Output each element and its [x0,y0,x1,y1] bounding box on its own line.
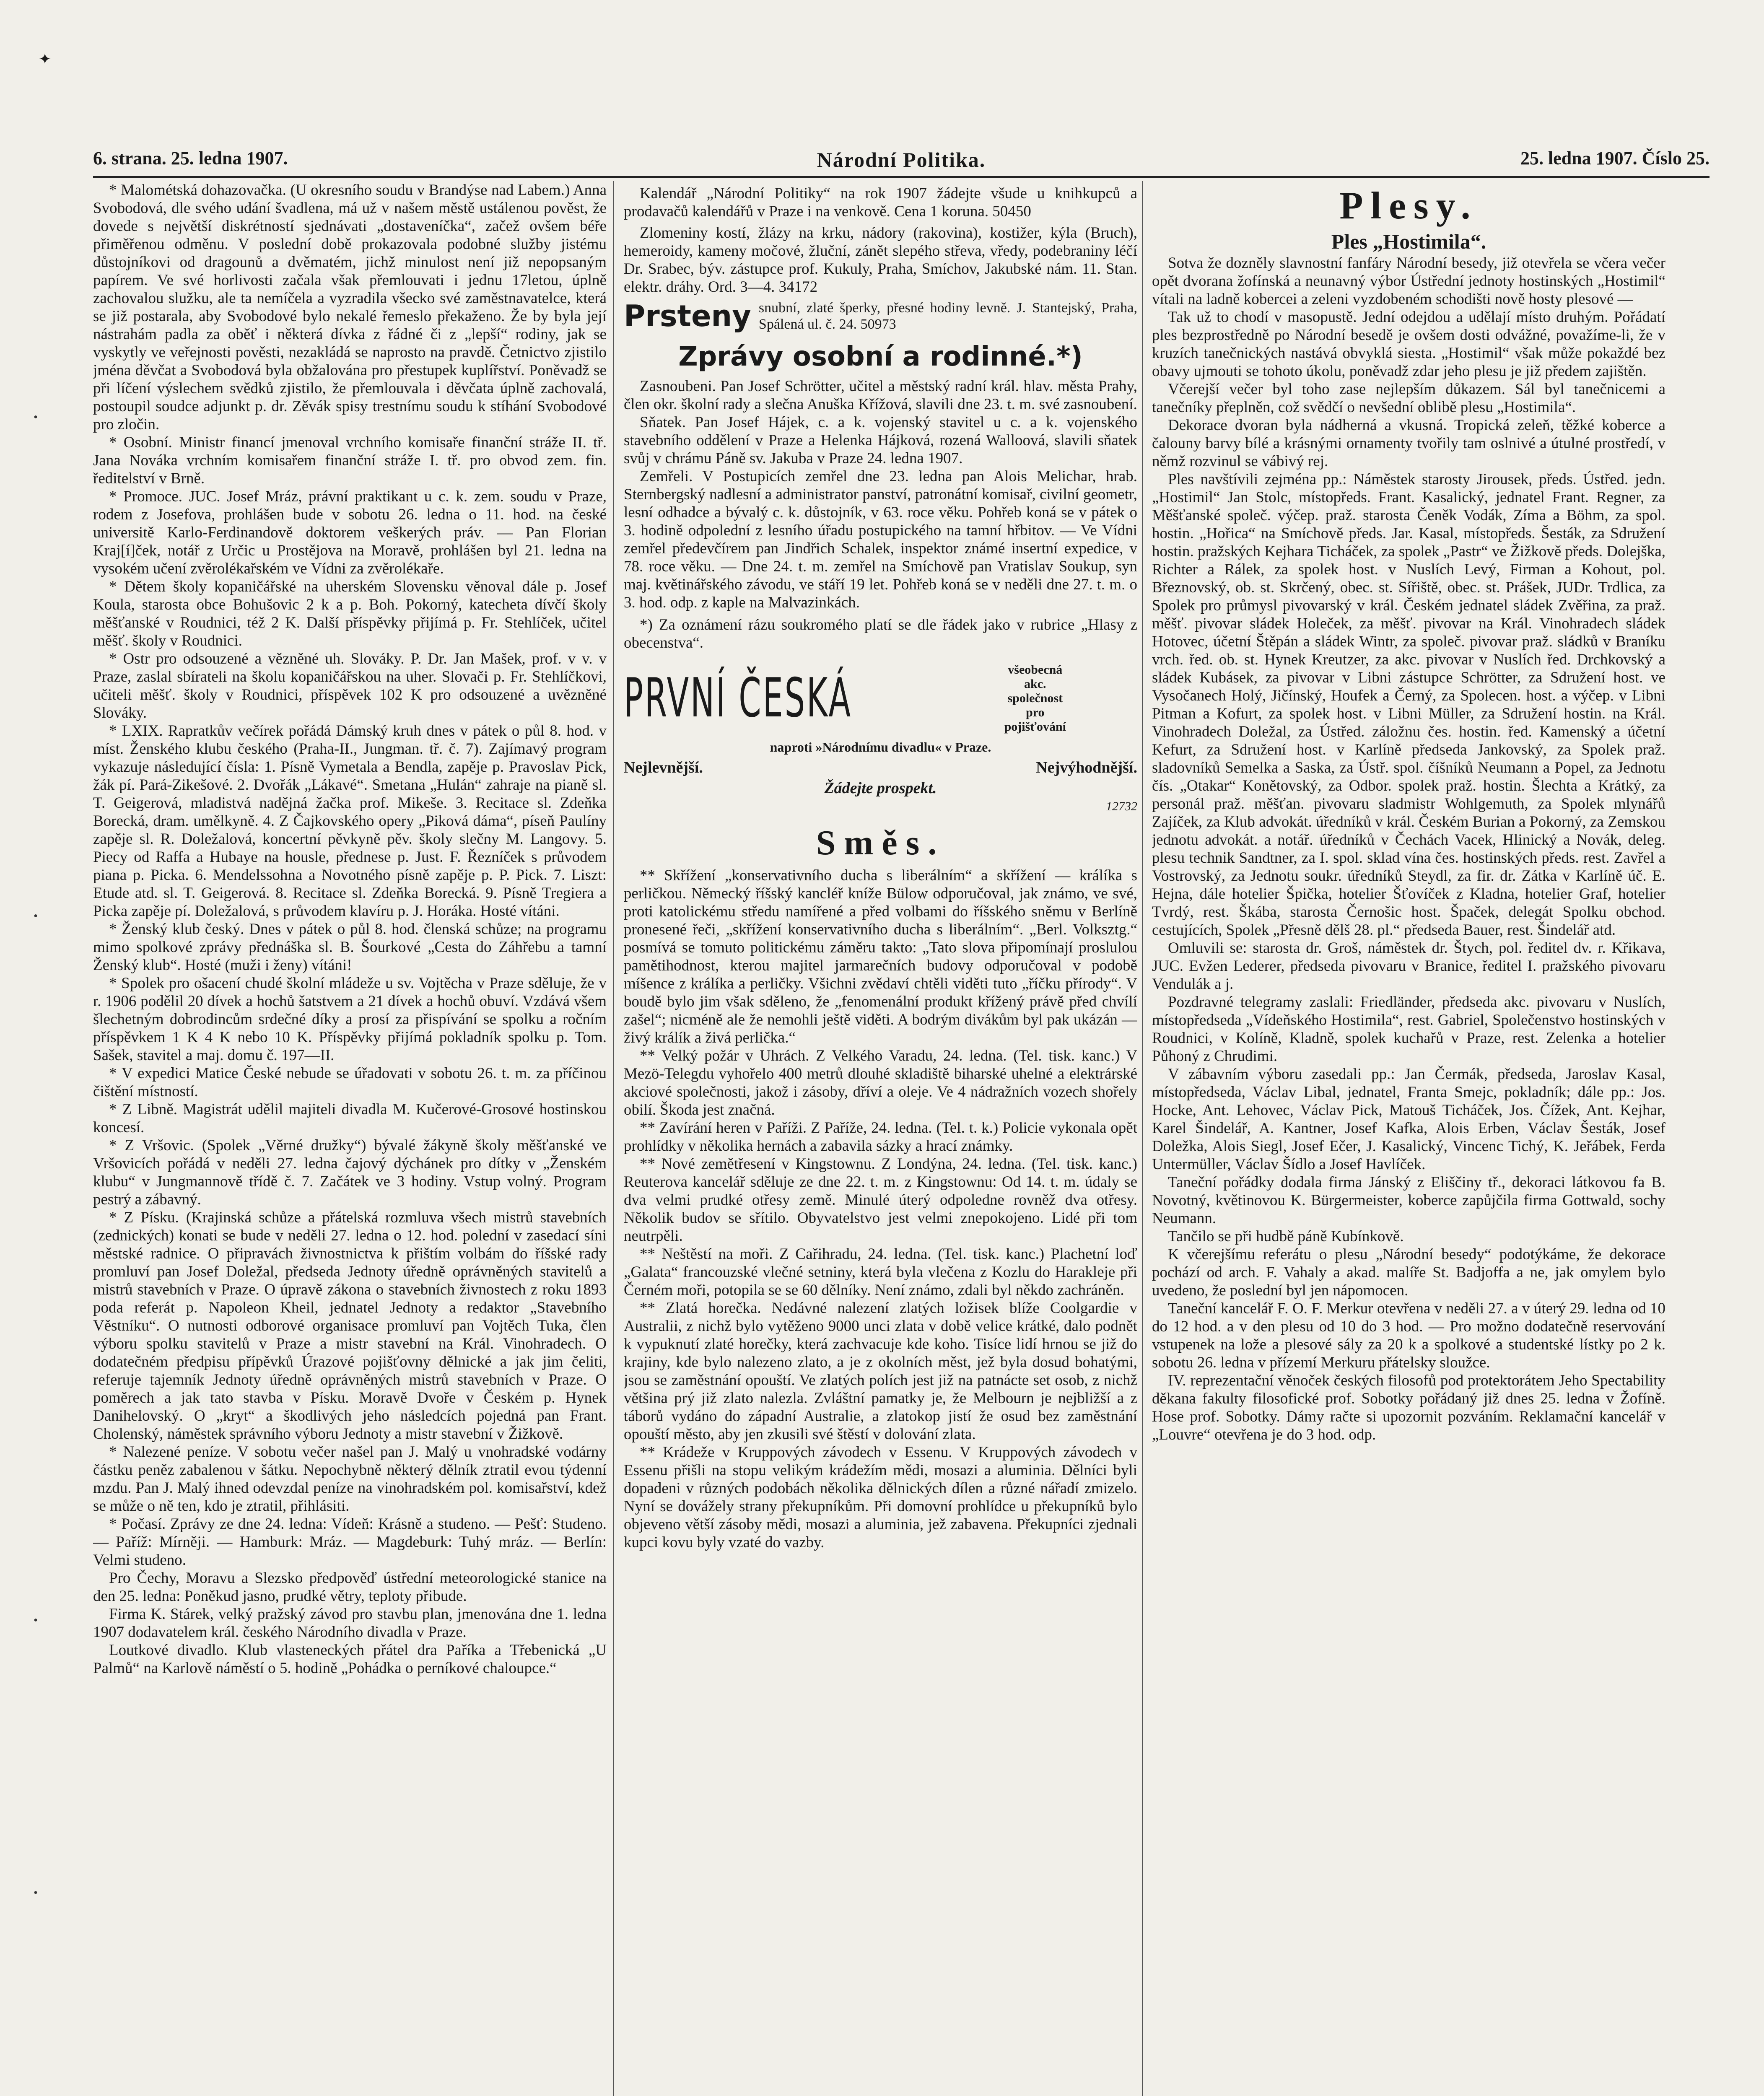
column-divider [1142,181,1143,2096]
insurance-tagline-left: Nejlevnější. [624,759,703,776]
miscellany-item: ** Neštěstí na moři. Z Cařihradu, 24. ledna. (Tel. tisk. kanc.) Plachetní loď „Galata“ francouzské vlečné setniny, která byla vlečena z Kozlu do Harakleje při Černém moři, potopila se se 60 dělníky. Není známo, zdali byl někdo zachráněn. [624,1245,1137,1299]
news-item: * Promoce. JUC. Josef Mráz, právní praktikant u c. k. zem. soudu v Praze, rodem z Josefova, prohlášen bude v sobotu 26. ledna o 11. hod. na české universitě Karlo-Ferdinandově doktorem veškerých práv. — Pan Florian Kraj[í]ček, notář z Určic u Prostějova na Moravě, prohlášen byl 21. ledna na vysokém učení zvěrolékařském ve Vídni za zvěrolékaře. [93,488,607,577]
ball-report-paragraph: Omluvili se: starosta dr. Groš, náměstek dr. Štych, pol. ředitel dv. r. Křikava, JUC. Evžen Lederer, předseda pivovaru v Branice, ředitel I. pražského pivovaru Vendulák a j. [1152,939,1665,993]
miscellany-item: ** Skřížení „konservativního ducha s liberálním“ a skřížení — králíka s perličkou. Německý říšský kancléř kníže Bülow odporučoval, jak známo, ve své, proti katolickému středu namířené a před volbami do říšského sněmu v Berlíně pronesené řeči, „skřížení konservativního ducha s liberálním“. „Berl. Volksztg.“ posmívá se tomuto politickému záměru takto: „Tato slova připomínají proslulou pamětihodnost, kterou majitel jarmarečních budovy odporučoval v podobě míšence z králíka a perličky. Všichni zvědaví chtěli viděti tuto „říčku přírody“. V boudě bylo jim však sděleno, že „fenomenální produkt křížený právě před chvílí zašel“; nicméně ale že nemohli ještě viděti. A bodrým divákům byl pak ukázán — živý králík a živá perlička.“ [624,867,1137,1046]
insurance-advert [624,663,1137,815]
ball-report-paragraph: K včerejšímu referátu o plesu „Národní besedy“ podotýkáme, že dekorace pochází od arch. F. Vahaly a akad. malíře St. Badjoffa a ne, jak omylem bylo uvedeno, že poslední byl jen nápomocen. [1152,1246,1665,1299]
rings-ad [624,299,1137,333]
section-heading-miscellany: Směs. [816,823,945,862]
ball-report-paragraph: Dekorace dvoran byla nádherná a vkusná. Tropická zeleň, těžké koberce a čalouny barvy bílé a krásnými ornamenty tvořily tam oslnivé a útulné prostředí, v němž rozvinul se vábivý rej. [1152,417,1665,470]
header-rule [93,176,1710,178]
insurance-tagline-right: Nejvýhodnější. [1036,759,1137,776]
margin-dot: • [34,1886,38,1899]
news-item: * Z Písku. (Krajinská schůze a přátelská rozmluva všech mistrů stavebních (zednických) konati se bude v neděli 27. ledna o 12. hod. polední v zasedací síni městské radnice. O připravách živnostnictva k přištím volbám do říšské rady promluví pan Josef Doležal, předseda Jednoty úředně oprávněných stavitelů a mistrů stavebních v Praze. O úpravě zákona o stavebních živnostech z roku 1893 poda referát p. Napoleon Kheil, jednatel Jednoty a redaktor „Stavebního Věstníku“. O nutnosti odborové organisace promluví pan Vojtěch Tuka, člen výboru spolku stavitelů v Praze a mistr stavební na Král. Vinohradech. O dodatečném předpisu přípěvků Úrazové pojišťovny dělnické a jak jim čeliti, referuje tajemník Jednoty úředně oprávněných mistrů stavebních v Praze. O poměrech a jak tato stavba v Písku. Moravě Dvoře v Českém p. Hynek Danihelovský. O „kryt“ a škodlivých jeho následcích pojedná pan Frant. Cholenský, náměstek správního výboru Jednoty a mistr stavební v Žižkově. [93,1209,607,1442]
insurance-invite: Žádejte prospekt. [824,779,937,797]
news-item: * Počasí. Zprávy ze dne 24. ledna: Vídeň: Krásně a studeno. — Pešť: Studeno. — Paříž: Mírněji. — Hamburk: Mráz. — Magdeburk: Tuhý mráz. — Berlín: Velmi studeno. [93,1515,607,1569]
right-column [1152,181,1665,2096]
ball-report-paragraph: Sotva že dozněly slavnostní fanfáry Národní besedy, již otevřela se včera večer opět dvorana žofínská a neunavný výbor Ústřední jednoty hostinských „Hostimil“ vítali na ladně kobercei a zeleni vyzdobeném schodišti nově hosty plesové — [1152,254,1665,308]
margin-dot: • [34,411,38,424]
ball-report-paragraph: Taneční kancelář F. O. F. Merkur otevřena v neděli 27. a v úterý 29. ledna od 10 do 12 hod. a v den plesu od 10 do 3 hod. — Pro možno dodatečně reservování vstupenek na lože a plesové sály za 20 k a spolkové a studentské lístky po 2 k. sobotu 26. ledna v přízemí Merkuru přátelsky sloužce. [1152,1300,1665,1371]
header-left: 6. strana. 25. ledna 1907. [93,148,288,169]
left-column [93,181,607,2096]
insurance-address: naproti »Národnímu divadlu« v Praze. [770,739,991,755]
news-item: * Z Vršovic. (Spolek „Věrné družky“) bývalé žákyně školy měšťanské ve Vršovicích pořádá v neděli 27. ledna čajový dýchánek pro dítky v „Ženském klubu“ v Jungmannově třídě č. 7. Začátek ve 3 hodiny. Vstup volný. Program pestrý a zábavný. [93,1137,607,1208]
medical-ad: Zlomeniny kostí, žlázy na krku, nádory (rakovina), kostižer, kýla (Bruch), hemeroidy, kameny močové, žluční, zánět slepého střeva, vředy, podebraniny léčí Dr. Srabec, býv. zástupce prof. Kukuly, Praha, Smíchov, Jakubské nám. 11. Stan. elektr. dráhy. Ord. 3—4. 34172 [624,224,1137,296]
margin-dot: • [34,1614,38,1627]
insurance-advert-headline [624,663,1137,734]
news-item: * Nalezené peníze. V sobotu večer našel pan J. Malý u vnohradské vodárny částku peněz zabalenou v šátku. Nepochybně některý dělník ztratil evou týdenní mzdu. Pan J. Malý ihned odevzdal peníze na vinohradském pol. komisařství, kdež se může o ně ten, kdo je ztratil, přihlásiti. [93,1443,607,1515]
news-item: * V expedici Matice České nebude se úřadovati v sobotu 26. t. m. za příčinou čištění místností. [93,1065,607,1100]
ball-report-paragraph: Pozdravné telegramy zaslali: Friedländer, předseda akc. pivovaru v Nuslích, místopředseda „Vídeňského Hostimila“, rest. Gabriel, Společenstvo hostinských v Roudnici, v Kolíně, Kladně, spolek kuchařů v Praze, rest. Zelenka a hotelier Půhoný z Chrudimi. [1152,994,1665,1065]
ball-report-paragraph: V zábavním výboru zasedali pp.: Jan Čermák, předseda, Jaroslav Kasal, místopředseda, Václav Libal, jednatel, Franta Smejc, pokladník; dále pp.: Jos. Hocke, Ant. Lehovec, Václav Pick, Matouš Ticháček, Jos. Čížek, Ant. Kejhar, Karel Šindelář, A. Kantner, Josef Kafka, Alois Erben, Václav Šesták, Josef Doležka, Alois Siegl, Josef Ečer, J. Kasalický, Vincenc Tichý, K. Jeřábek, Ferda Untermüller, Václav Šídlo a Josef Havlíček. [1152,1066,1665,1173]
personal-news-item: Zasnoubeni. Pan Josef Schrötter, učitel a městský radní král. hlav. města Prahy, člen okr. školní rady a slečna Anuška Křížová, slavili dne 23. t. m. své zasnoubení. [624,378,1137,413]
ball-report-paragraph: Taneční pořádky dodala firma Jánský z Eliščiny tř., dekoraci látkovou fa B. Novotný, květinovou K. Bürgermeister, koberce zapůjčila firma Gottwald, sochy Neumann. [1152,1174,1665,1227]
news-item: Pro Čechy, Moravu a Slezsko předpověď ústřední meteorologické stanice na den 25. ledna: Poněkud jasno, prudké větry, teploty přibude. [93,1569,607,1605]
insurance-ad-number: 12732 [1106,799,1137,813]
middle-column [624,181,1137,2096]
news-item: * LXIX. Rapratkův večírek pořádá Dámský kruh dnes v pátek o půl 8. hod. v míst. Ženského klubu českého (Praha-II., Jungman. tř. č. 7). Zajímavý program vykazuje následující čísla: 1. Písně Vymetala a Bendla, zapěje p. Pravoslav Pick, žák pí. Pará-Zikešové. 2. Dvořák „Lákavé“. Smetana „Hulán“ zahraje na pianě sl. T. Geigerová, mladistvá nadějná žačka prof. Mikeše. 3. Recitace sl. Zdeňka Borecká, dram. umělkyně. 4. Z Čajkovského opery „Piková dáma“, píseň Paulíny zapěje sl. R. Doležalová, koncertní pěvkyně pěv. školy slečny M. Langovy. 5. Piecy od Raffa a Hubaye na housle, přednese p. Just. F. Řezníček s průvodem piana p. Picka. 6. Mendelssohna a Novotného písně zapěje p. P. Pick. 7. Liszt: Etude atd. sl. T. Geigerová. 8. Recitace sl. Zdeňka Borecká. 9. Písně Tregiera a Picka zapěje pí. Doležalová, s průvodem klavíru p. J. Horáka. Hosté vítáni. [93,722,607,920]
ball-report-paragraph: IV. reprezentační věnoček českých filosofů pod protektorátem Jeho Spectability děkana fakulty filosofické prof. Sobotky pořádaný již dnes 25. ledna v Žofíně. Hose prof. Sobotky. Dámy račte si upozornit pozváním. Reklamační kancelář v „Louvre“ otevřena je do 3 hod. odp. [1152,1372,1665,1443]
section-heading-personal: Zprávy osobní a rodinné.*) [678,341,1083,372]
news-item: * Ostr pro odsouzené a vězněné uh. Slováky. P. Dr. Jan Mašek, prof. v v. v Praze, zaslal sbírateli na školu kopaničářskou na uher. Slovači p. Fr. Stehlíčkovi, učiteli měšť. školy v Roudnici, příspěvek 102 K pro odsouzené a uvězněné Slováky. [93,650,607,721]
section-heading-balls: Plesy. [1339,184,1478,227]
ball-report-paragraph: Tak už to chodí v masopustě. Jední odejdou a udělají místo druhým. Pořádatí ples bezprostředně po Národní besedě je ovšem dosti odvážné, považíme-li, že v kruzích tanečnických nastává obvyklá siesta. „Hostimil“ však může pokaždé bez obavy ujmouti se tohoto úkolu, poněvadž zdar jeho plesu je již předem zajištěn. [1152,309,1665,380]
news-item: * Osobní. Ministr financí jmenoval vrchního komisaře finanční stráže II. tř. Jana Nováka vrchním komisařem finanční stráže I. tř. pro obvod zem. fin. ředitelství v Brně. [93,434,607,487]
miscellany-item: ** Velký požár v Uhrách. Z Velkého Varadu, 24. ledna. (Tel. tisk. kanc.) V Mezö-Telegdu vyhořelo 400 metrů dlouhé skladiště biharské uhelné a elektrárské akciové společnosti, jakož i zásoby, dříví a oleje. Ve 4 nádražních vozech shořely obilí. Škoda jest značná. [624,1047,1137,1118]
miscellany-item: ** Nové zemětřesení v Kingstownu. Z Londýna, 24. ledna. (Tel. tisk. kanc.) Reuterova kancelář sděluje ze dne 22. t. m. z Kingstownu: Od 14. t. m. údaly se dva velmi prudké otřesy země. Minulé úterý odpoledne rovněž dva otřesy. Několik budov se sřítilo. Obyvatelstvo jest velmi znepokojeno. Lidé při tom neutrpěli. [624,1155,1137,1245]
miscellany-item: ** Krádeže v Kruppových závodech v Essenu. V Kruppových závodech v Essenu přišli na stopu velikým krádežím mědi, mosazi a aluminia. Dělníci byli dopadeni v různých podobách několika dělnických dílen a různé nářadí zmizelo. Nyní se dovážely strany překupníkům. Při domovní prohlídce u překupníků bylo objeveno větší zásoby mědi, mosazi a aluminia, jež zabavena. Překupníci zjednali kupci kovu byly vzaté do vazby. [624,1444,1137,1551]
news-item: * Spolek pro ošacení chudé školní mládeže u sv. Vojtěcha v Praze sděluje, že v r. 1906 podělil 20 dívek a hochů šatstvem a 21 dívek a hochů obuví. Vzdává všem šlechetným dobrodincům srdečné díky a prosí za přispívání se spolku a ročním příspěvkem 1 K 4 K nebo 10 K. Příspěvky přijímá pokladník spolku p. Tom. Sašek, stavitel a maj. domu č. 197—II. [93,975,607,1064]
news-item: * Malométská dohazovačka. (U okresního soudu v Brandýse nad Labem.) Anna Svobodová, dle svého udání švadlena, má už v našem městě ustálenou pověst, že dovede s největší diskrétností sjednávati „dostaveníčka“, začež ovšem béře přiměřenou odměnu. V poslední době prokazovala podobné služby jistému důstojníkovi od dragounů a dvěmatém, jichž minulost není již nepopsaným papírem. Ve své horlivosti začala však přemlouvati i jednu 17letou, úplně zachovalou služku, ale ta nemíčela a vyzradila všecko své zaměstnavatelce, která se již postarala, aby Svobodové bylo nekalé řemeslo překaženo. Že by byla její nástrahám padla za oběť i některá dívka z řádné či z „lepší“ rodiny, jak se vyskytly ve veřejnosti pověsti, nezakládá se naprosto na pravdě. Četnictvo zjistilo jména děvčat a Svobodová byla obžalována pro přestupek kuplířství. Poněvadž se při líčení výslechem svědků zjistilo, že přemlouvala i děvčata úplně zachovalá, postoupil soudce adjunkt p. dr. Zěvák spisy trestnímu soudu k stíhání Svobodové pro zločin. [93,182,607,433]
ball-report-paragraph: Tančilo se při hudbě páně Kubínkově. [1168,1228,1404,1245]
rings-ad-title: Prsteny [624,299,751,333]
news-item: * Ženský klub český. Dnes v pátek o půl 8. hod. členská schůze; na programu mimo spolkové zprávy přednáška sl. B. Šourkové „Cesta do Záhřebu a tamní Ženský klub“. Hosté (muži i ženy) vítáni! [93,921,607,974]
page-header [93,148,1710,177]
insurance-middle-text: všeobecná akc. společnost pro pojišťování [1004,663,1066,734]
rings-ad-text: snubní, zlaté šperky, přesné hodiny levně. J. Stantejský, Praha, Spálená ul. č. 24. 50973 [758,300,1137,332]
page-corner-mark: ✦ [39,51,52,67]
news-item: * Dětem školy kopaničářské na uherském Slovensku věnoval dále p. Josef Koula, starosta obce Bohušovic 2 k a p. Boh. Pokorný, katecheta dívčí školy měšťanské v Roudnici, též 2 K. Další příspěvky přijímá p. Fr. Stehlíček, učitel měšť. školy v Roudnici. [93,578,607,649]
margin-dot: • [34,910,38,923]
news-item: * Z Libně. Magistrát udělil majiteli divadla M. Kučerové-Grosové hostinskou koncesí. [93,1101,607,1136]
miscellany-item: ** Zavírání heren v Paříži. Z Paříže, 24. ledna. (Tel. t. k.) Policie vykonala opět prohlídky v několika hernách a zabavila sázky a hrací známky. [624,1119,1137,1154]
ball-report-title: Ples „Hostimila“. [1331,230,1486,253]
news-item: Loutkové divadlo. Klub vlasteneckých přátel dra Paříka a Třebenická „U Palmů“ na Karlově náměstí o 5. hodině „Pohádka o perníkové chaloupce.“ [93,1642,607,1677]
ball-report-paragraph: Ples navštívili zejména pp.: Náměstek starosty Jirousek, předs. Ústřed. jedn. „Hostimil“ Jan Stolc, místopředs. Frant. Kasalický, jednatel Frant. Regner, za Měšťanské společ. výčep. praž. starosta Čeněk Vodák, Zíma a Böhm, za spol. hostin. „Hořica“ na Smíchově předs. Jar. Kasal, místopředs. Šesták, za Sdružení hostin. pražských Kejhara Ticháček, za spolek „Pastr“ ve Žižkově předs. Dolejška, Richter a Rálek, za spolek host. v Nuslích Levý, Firman a Kohout, pol. Březnovský, ob. st. Skrčený, obec. st. Sířiště, obec. st. Prášek, JUDr. Trdlica, za Spolek pro průmysl pivovarský v král. Českém jednatel sládek Zvěřina, za praž. měšť. pivovar sládek Holeček, za měšť. pivovar na Král. Vinohradech sládek Hotovec, účetní Štěpán a sládek Wintr, za společ. pivovar praž. sládků v Braníku vrch. řed. ob. st. Hynek Kreutzer, za akc. pivovar v Nuslích řed. Drchkovský a sládek Kubásek, za pivovar v Libni zástupce Schrötter, za Sdružení host. ve Vysočanech Holý, Jičínský, Houfek a Černý, za Spolecen. host. a výčep. v Libni Pitman a Kofurt, za spolek host. v Libni Müller, za Sdružení hostin. na Král. Vinohradech Doležal, za Ústřed. záložnu čes. hostin. řed. Kamenský a účetní Kefurt, za Sdružení host. v Karlíně předseda Jankovský, za Spolek praž. sladovníků Semelka a Saska, za Ústř. spol. číšníků Neumann a Popel, za Jednotu čís. „Otakar“ Konětovský, za Odbor. spolek praž. hostin. Šlechta a Krátký, za personál praž. měšťan. pivovaru sladmistr Wohlgemuth, za Spolek mlynářů Zajíček, za Klub advokát. úředníků v král. Českém Burian a Pokorný, za Zemskou jednotu advokát. a notář. úředníků v Čechách Vacek, Hlinický a Novák, deleg. plesu technik Sandtner, za I. spol. sklad vína čes. hostinských předs. rest. Zavřel a Vostrovský, za Jednotu soukr. úředníků Steydl, za fir. dr. Zátka v Karlíně úč. E. Hejna, dále hotelier Špička, hotelier Šťovíček z Kladna, hotelier Graf, hotelier Tvrdý, rest. Škába, starosta Černošic host. Špaček, delegát Spolku obchod. cestujících, Spolek „Přesně dělš 28. pl.“ předseda Bauer, rest. Šindelář atd. [1152,471,1665,939]
calendar-ad: Kalendář „Národní Politiky“ na rok 1907 žádejte všude u knihkupců a prodavačů kalendářů v Praze i na venkově. Cena 1 koruna. 50450 [624,185,1137,220]
personal-news-item: Zemřeli. V Postupicích zemřel dne 23. ledna pan Alois Melichar, hrab. Sternbergský nadlesní a administrator panství, patronátní komisař, civilní geometr, lesní odhadce a bývalý c. k. důstojník, v 63. roce věku. Pohřeb koná se v pátek o 3. hodině odpolední z lesního úřadu postupického na tamní hřbitov. — Ve Vídni zemřel předevčírem pan Jindřich Schalek, inspektor známé insertní expedice, v 78. roce věku. — Dne 24. t. m. zemřel na Smíchově pan Vratislav Soukup, syn maj. květinářského závodu, ve stáří 19 let. Pohřeb koná se v neděli dne 27. t. m. o 3. hod. odp. z kaple na Malvazinkách. [624,468,1137,611]
miscellany-item: ** Zlatá horečka. Nedávné nalezení zlatých ložisek blíže Coolgardie v Australii, z nichž bylo vytěženo 9000 unci zlata v době velice krátké, dalo podnět k vypuknutí zlaté horečky, která zachvacuje kde koho. Tisíce lidí hrnou se již do krajiny, kde bylo nalezeno zlato, a je z okolních měst, jež byla dosud bohatými, jsou se zaměstnání opouští. Ve zlatých polích jest již na patnácte set osob, z nichž většina prý již zlato nalezla. Zvláštní pamatky je, že Melbourn je nejbližší a z táborů vydáno do západní Australie, a zlatokop jistí že osud bez zaměstnání opouští město, aby jen zkusili své štěstí v dolování zlata. [624,1300,1137,1443]
insurance-word-left: PRVNÍ ČESKÁ [624,667,852,729]
masthead-title: Národní Politika. [817,148,986,171]
column-divider [613,181,614,2096]
insurance-taglines [624,759,1137,777]
header-right: 25. ledna 1907. Číslo 25. [1520,148,1710,169]
personal-news-item: Sňatek. Pan Josef Hájek, c. a k. vojenský stavitel u c. a k. vojenského stavebního oddělení v Praze a Helenka Hájková, rozená Walloová, slavili sňatek svůj v chrámu Páně sv. Jakuba v Praze 24. ledna 1907. [624,414,1137,467]
advertising-notice: *) Za oznámení rázu soukromého platí se dle řádek jako v rubrice „Hlasy z obecenstva“. [624,616,1137,651]
news-item: Firma K. Stárek, velký pražský závod pro stavbu plan, jmenována dne 1. ledna 1907 dodavatelem král. českého Národního divadla v Praze. [93,1606,607,1641]
ball-report-paragraph: Včerejší večer byl toho zase nejlepším důkazem. Sál byl tanečnicemi a tanečníky přeplněn, což svědčí o nevšední oblibě plesu „Hostimila“. [1152,381,1665,416]
